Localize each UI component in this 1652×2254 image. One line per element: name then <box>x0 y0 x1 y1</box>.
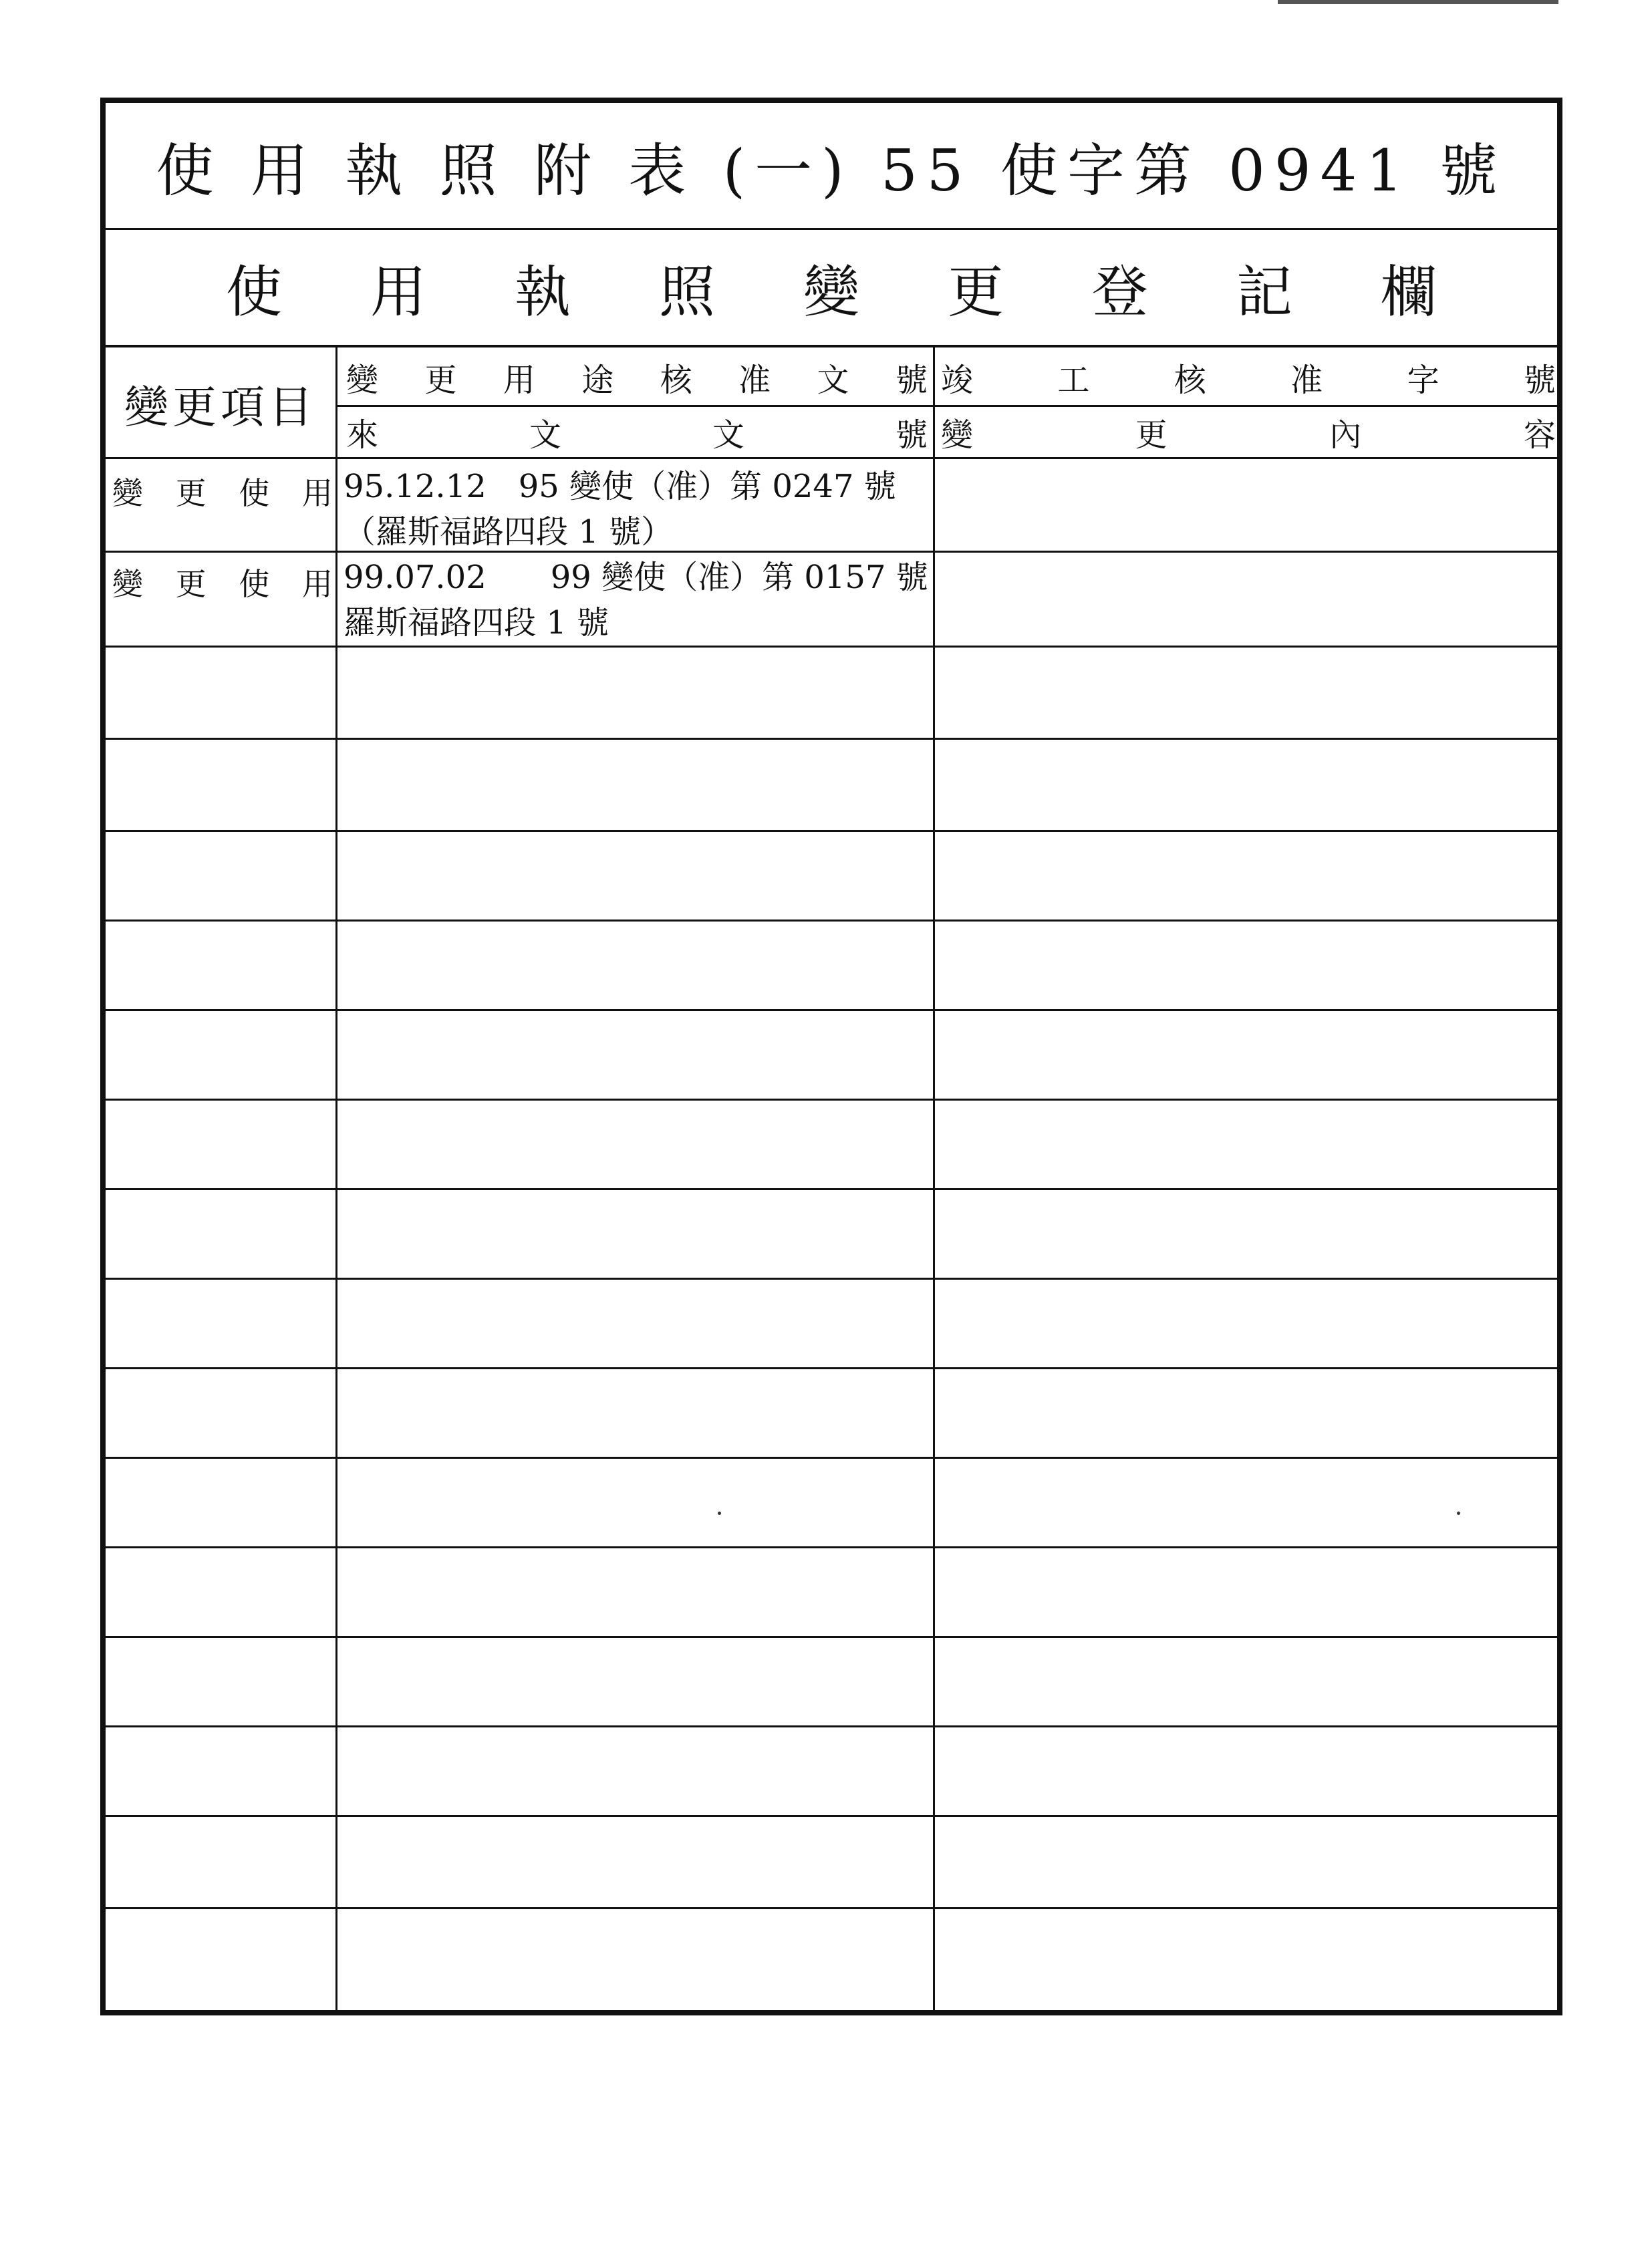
subtitle-char: 記 <box>1236 259 1292 325</box>
row-line <box>106 1457 1562 1459</box>
row-line <box>106 1099 1562 1101</box>
subtitle-char: 照 <box>658 259 715 325</box>
row-2-item: 變 更 使 用 <box>112 566 333 602</box>
header-completion-no: 竣 工 核 准 字 號 <box>941 361 1556 399</box>
header-change-content: 變 更 內 容 <box>941 416 1556 454</box>
form-title: 使 用 執 照 附 表 (一) 55 使字第 0941 號 <box>106 103 1557 230</box>
speck <box>1457 1512 1460 1515</box>
row-line <box>106 646 1562 648</box>
header-source-doc-no: 來 文 文 號 <box>346 416 928 454</box>
subtitle-char: 變 <box>803 259 859 325</box>
header-bottom-line <box>106 457 1562 459</box>
register-form <box>100 98 1562 2015</box>
row-2-doc-line1: 99.07.02 99 變使（准）第 0157 號 <box>343 559 928 596</box>
column-divider <box>933 347 935 2015</box>
row-1-doc-line1: 95.12.12 95 變使（准）第 0247 號 <box>343 468 896 505</box>
subtitle-char: 用 <box>370 259 426 325</box>
row-line <box>106 1546 1562 1548</box>
speck <box>718 1512 721 1515</box>
row-line <box>106 920 1562 922</box>
column-divider <box>335 347 337 2015</box>
row-line <box>106 1367 1562 1369</box>
row-line <box>106 1009 1562 1011</box>
subtitle-char: 更 <box>947 259 1004 325</box>
row-line <box>106 551 1562 553</box>
row-1-item: 變 更 使 用 <box>112 475 333 511</box>
row-line <box>106 738 1562 740</box>
row-line <box>106 1636 1562 1638</box>
row-1-doc-line2: （羅斯福路四段 1 號） <box>343 513 674 551</box>
form-subtitle <box>106 230 1557 347</box>
row-2-doc-line2: 羅斯福路四段 1 號 <box>343 604 609 642</box>
header-change-item: 變更項目 <box>124 381 317 433</box>
row-line <box>106 1907 1562 1909</box>
subtitle-char: 執 <box>514 259 571 325</box>
header-mid-line <box>335 405 1562 407</box>
row-line <box>106 830 1562 832</box>
row-line <box>106 1725 1562 1727</box>
row-line <box>106 1188 1562 1190</box>
subtitle-char: 欄 <box>1380 259 1437 325</box>
subtitle-char: 登 <box>1091 259 1148 325</box>
header-approval-no: 變 更 用 途 核 准 文 號 <box>346 361 928 399</box>
subtitle-char: 使 <box>226 259 283 325</box>
top-edge-line <box>1278 0 1558 4</box>
row-line <box>106 1815 1562 1817</box>
row-line <box>106 1278 1562 1280</box>
